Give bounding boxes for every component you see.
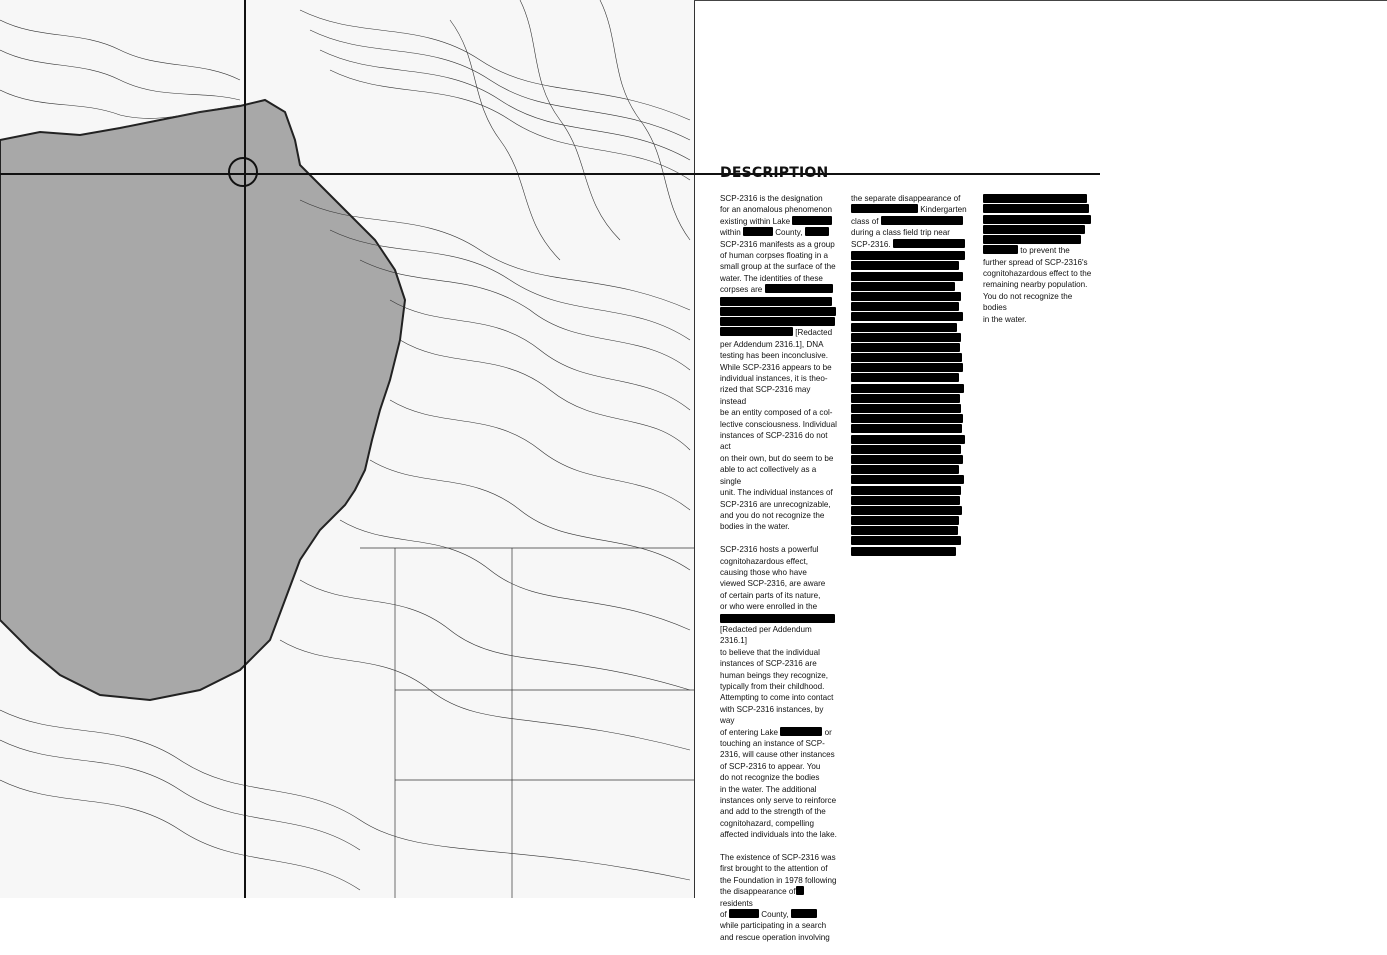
redaction-bar — [765, 284, 833, 293]
text-line: small group at the surface of the — [720, 262, 836, 272]
text-line: residents — [720, 898, 753, 908]
redaction-bar — [893, 239, 965, 248]
redaction-bar — [851, 251, 965, 260]
redaction-bar — [851, 506, 962, 515]
text-line: Kindergarten — [920, 205, 967, 215]
section-heading: DESCRIPTION — [720, 165, 829, 181]
topographic-map — [0, 0, 695, 898]
text-line: first brought to the attention of — [720, 864, 828, 874]
redaction-bar — [851, 424, 962, 433]
text-line: testing has been inconclusive. — [720, 351, 828, 361]
text-line: lective consciousness. Individual — [720, 419, 837, 429]
redaction-bar — [729, 909, 759, 918]
text-line: instances only serve to reinforce — [720, 796, 837, 806]
text-line: instances of SCP-2316 are — [720, 659, 817, 669]
redaction-bar — [720, 614, 835, 623]
text-line: typically from their childhood. — [720, 681, 825, 691]
redaction-bar — [851, 435, 965, 444]
text-line: and you do not recognize the — [720, 510, 825, 520]
text-line: The existence of SCP-2316 was — [720, 853, 836, 863]
text-line: individual instances, it is theo- — [720, 374, 828, 384]
redaction-bar — [796, 886, 804, 895]
text-line: cognitohazardous effect to the — [983, 268, 1092, 278]
redaction-bar — [851, 204, 918, 213]
text-line: on their own, but do seem to be — [720, 453, 834, 463]
redaction-bar — [851, 373, 959, 382]
text-line: remaining nearby population. — [983, 280, 1088, 290]
redaction-bar — [851, 455, 963, 464]
text-line: and add to the strength of the — [720, 807, 826, 817]
text-line: further spread of SCP-2316's — [983, 257, 1088, 267]
text-line: water. The identities of these — [720, 273, 823, 283]
text-line: or — [824, 727, 832, 737]
redaction-bar — [851, 394, 960, 403]
text-line: during a class field trip near — [851, 228, 950, 238]
text-line: SCP-2316 are unrecognizable, — [720, 499, 831, 509]
text-line: of entering Lake — [720, 727, 779, 737]
redaction-bar — [851, 272, 963, 281]
text-line: 2316, will cause other instances — [720, 750, 835, 760]
text-line: cognitohazardous effect, — [720, 556, 809, 566]
text-line: County, — [775, 228, 803, 238]
redaction-bar — [851, 363, 963, 372]
text-line: You do not recognize the bodies — [983, 291, 1073, 313]
redaction-bar — [983, 204, 1089, 213]
redaction-bar — [851, 486, 961, 495]
redaction-bar — [720, 307, 836, 316]
redaction-bar — [851, 333, 961, 342]
text-line: able to act collectively as a single — [720, 465, 817, 486]
text-line: cognitohazard, compelling — [720, 818, 815, 828]
text-line: to prevent the — [1020, 246, 1070, 256]
text-line: SCP-2316 is the designation — [720, 194, 823, 203]
redaction-bar — [792, 216, 832, 225]
text-line: for an anomalous phenomenon — [720, 205, 833, 215]
text-line: SCP-2316. — [851, 239, 891, 249]
redaction-bar — [851, 445, 961, 454]
text-line: while participating in a search — [720, 921, 827, 931]
text-line: instances of SCP-2316 do not act — [720, 431, 828, 452]
text-line: affected individuals into the lake. — [720, 830, 837, 840]
redaction-bar — [720, 297, 832, 306]
redaction-bar — [851, 414, 963, 423]
text-column-1 — [720, 193, 838, 955]
redaction-bar — [851, 312, 963, 321]
top-border-line — [694, 0, 1387, 1]
redaction-block — [851, 251, 969, 555]
text-line: of certain parts of its nature, — [720, 590, 821, 600]
redaction-bar — [851, 465, 959, 474]
text-column-2 — [851, 193, 969, 557]
redaction-bar — [851, 547, 956, 556]
text-line: of — [720, 910, 727, 920]
redaction-bar — [805, 227, 829, 236]
redaction-bar — [720, 327, 793, 336]
text-line: touching an instance of SCP- — [720, 738, 825, 748]
text-line: human beings they recognize, — [720, 670, 828, 680]
map-contours — [0, 0, 694, 898]
horizontal-crosshair-line — [0, 173, 1100, 175]
text-line: class of — [851, 216, 879, 226]
text-line: in the water. The additional — [720, 784, 817, 794]
text-line: the Foundation in 1978 following — [720, 875, 837, 885]
text-line: of human corpses floating in a — [720, 251, 828, 261]
redaction-bar — [983, 235, 1081, 244]
redaction-bar — [851, 353, 962, 362]
redaction-bar — [851, 536, 961, 545]
redaction-bar — [743, 227, 773, 236]
redaction-bar — [983, 245, 1018, 254]
redaction-bar — [851, 343, 960, 352]
redaction-bar — [851, 323, 957, 332]
text-line: in the water. — [983, 314, 1027, 324]
text-line: with SCP-2316 instances, by way — [720, 704, 824, 726]
redaction-bar — [983, 194, 1087, 203]
redaction-bar — [851, 384, 964, 393]
redaction-bar — [791, 909, 817, 918]
paragraph-2 — [720, 544, 838, 841]
paragraph-1 — [720, 193, 838, 533]
text-line: and rescue operation involving — [720, 932, 830, 942]
text-line: do not recognize the bodies — [720, 773, 820, 783]
redaction-bar — [881, 216, 963, 225]
text-line: corpses are — [720, 285, 763, 295]
text-column-3 — [983, 193, 1096, 325]
redaction-bar — [851, 526, 958, 535]
text-line: unit. The individual instances of — [720, 488, 833, 498]
text-line: bodies in the water. — [720, 522, 790, 532]
text-line: within — [720, 228, 741, 238]
text-line: the separate disappearance of — [851, 194, 961, 203]
redaction-bar — [983, 215, 1091, 224]
redaction-bar — [851, 302, 959, 311]
text-line: Attempting to come into contact — [720, 693, 834, 703]
text-line: viewed SCP-2316, are aware — [720, 579, 826, 589]
redaction-bar — [851, 475, 964, 484]
text-line: rized that SCP-2316 may instead — [720, 385, 811, 406]
text-line: [Redacted — [795, 328, 833, 338]
redaction-bar — [720, 317, 835, 326]
redaction-bar — [851, 261, 959, 270]
redaction-bar — [851, 292, 961, 301]
text-line: [Redacted per Addendum 2316.1] — [720, 624, 812, 646]
lake-shape — [0, 100, 405, 700]
text-line: existing within Lake — [720, 216, 791, 226]
text-line: be an entity composed of a col- — [720, 408, 833, 418]
redaction-bar — [851, 496, 960, 505]
redaction-bar — [851, 404, 961, 413]
redaction-bar — [780, 727, 822, 736]
text-line: to believe that the individual — [720, 647, 820, 657]
redaction-bar — [983, 225, 1085, 234]
text-line: County, — [761, 910, 789, 920]
text-line: SCP-2316 manifests as a group — [720, 239, 835, 249]
text-line: of SCP-2316 to appear. You — [720, 761, 821, 771]
text-line: While SCP-2316 appears to be — [720, 362, 832, 372]
crosshair-reticle-icon — [228, 157, 258, 187]
redaction-bar — [851, 516, 959, 525]
vertical-crosshair-line — [244, 0, 246, 898]
redaction-bar — [851, 282, 955, 291]
text-line: SCP-2316 hosts a powerful — [720, 545, 819, 555]
text-line: per Addendum 2316.1], DNA — [720, 339, 824, 349]
text-line: or who were enrolled in the — [720, 602, 818, 612]
text-line: the disappearance of — [720, 887, 796, 897]
text-line: causing those who have — [720, 567, 807, 577]
